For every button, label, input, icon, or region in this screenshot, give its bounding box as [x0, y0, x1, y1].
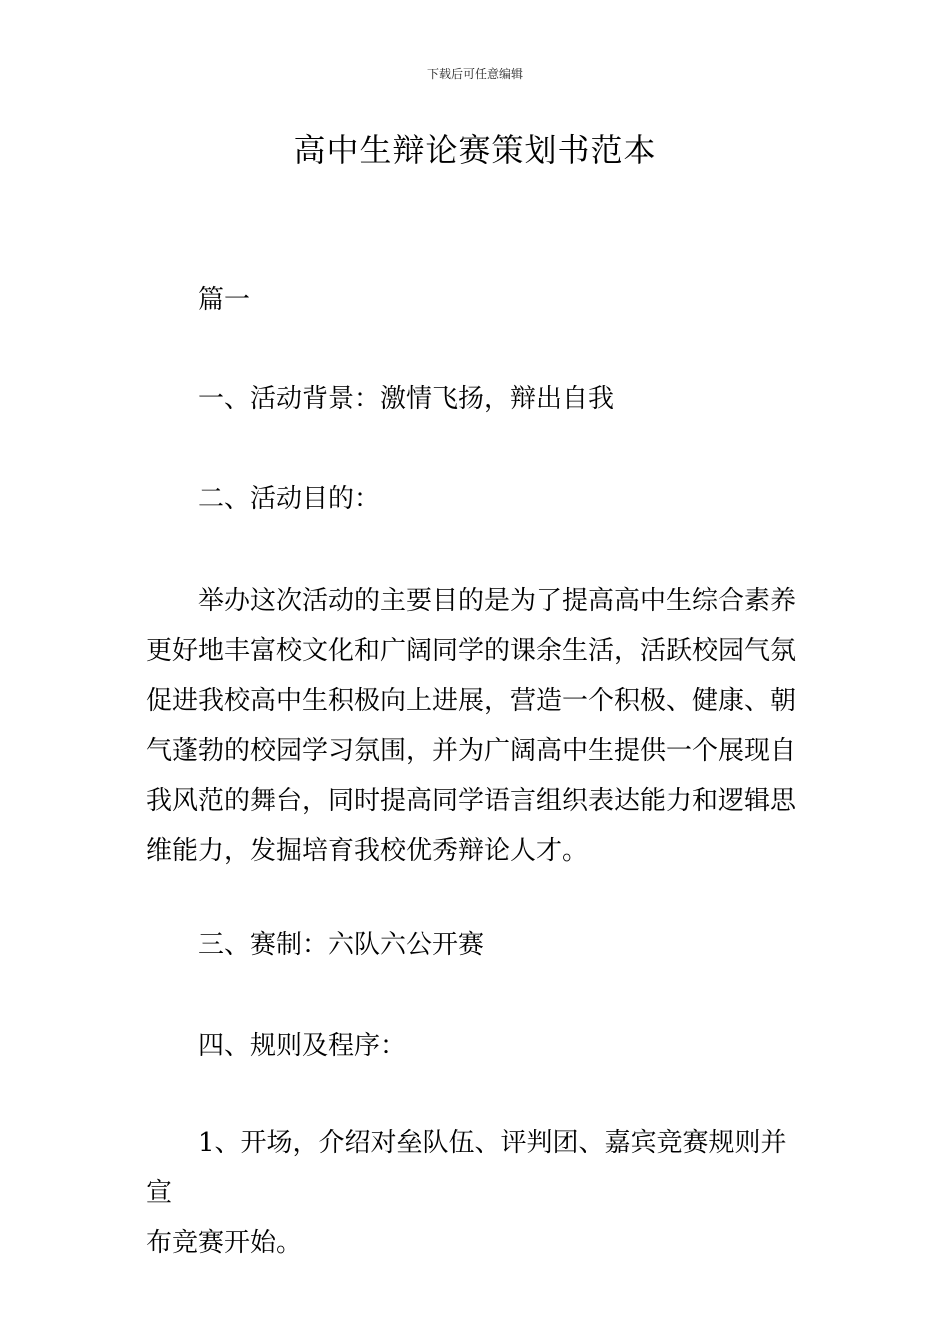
document-title: 高中生辩论赛策划书范本	[293, 131, 657, 169]
purpose-line: 举办这次活动的主要目的是为了提高高中生综合素养	[198, 586, 797, 616]
rule-line: 布竞赛开始。	[146, 1228, 303, 1258]
section-rules-heading: 四、规则及程序：	[198, 1031, 407, 1061]
purpose-line: 更好地丰富校文化和广阔同学的课余生活，活跃校园气氛	[146, 636, 797, 666]
header-note: 下载后可任意编辑	[426, 67, 523, 81]
purpose-line: 我风范的舞台，同时提高同学语言组织表达能力和逻辑思	[146, 786, 797, 816]
rule-line: 1、开场，介绍对垒队伍、评判团、嘉宾竞赛规则并宣	[146, 1128, 787, 1208]
part-label: 篇一	[198, 285, 251, 315]
purpose-line: 气蓬勃的校园学习氛围，并为广阔高中生提供一个展现自	[146, 736, 797, 766]
section-purpose-heading: 二、活动目的：	[198, 484, 381, 514]
section-format: 三、赛制：六队六公开赛	[198, 930, 485, 960]
purpose-line: 维能力，发掘培育我校优秀辩论人才。	[146, 836, 589, 866]
rule-1-paragraph	[146, 1118, 806, 1268]
section-background: 一、活动背景：激情飞扬，辩出自我	[198, 384, 615, 414]
purpose-line: 促进我校高中生积极向上进展，营造一个积极、健康、朝	[146, 686, 797, 716]
purpose-paragraph	[146, 576, 806, 876]
